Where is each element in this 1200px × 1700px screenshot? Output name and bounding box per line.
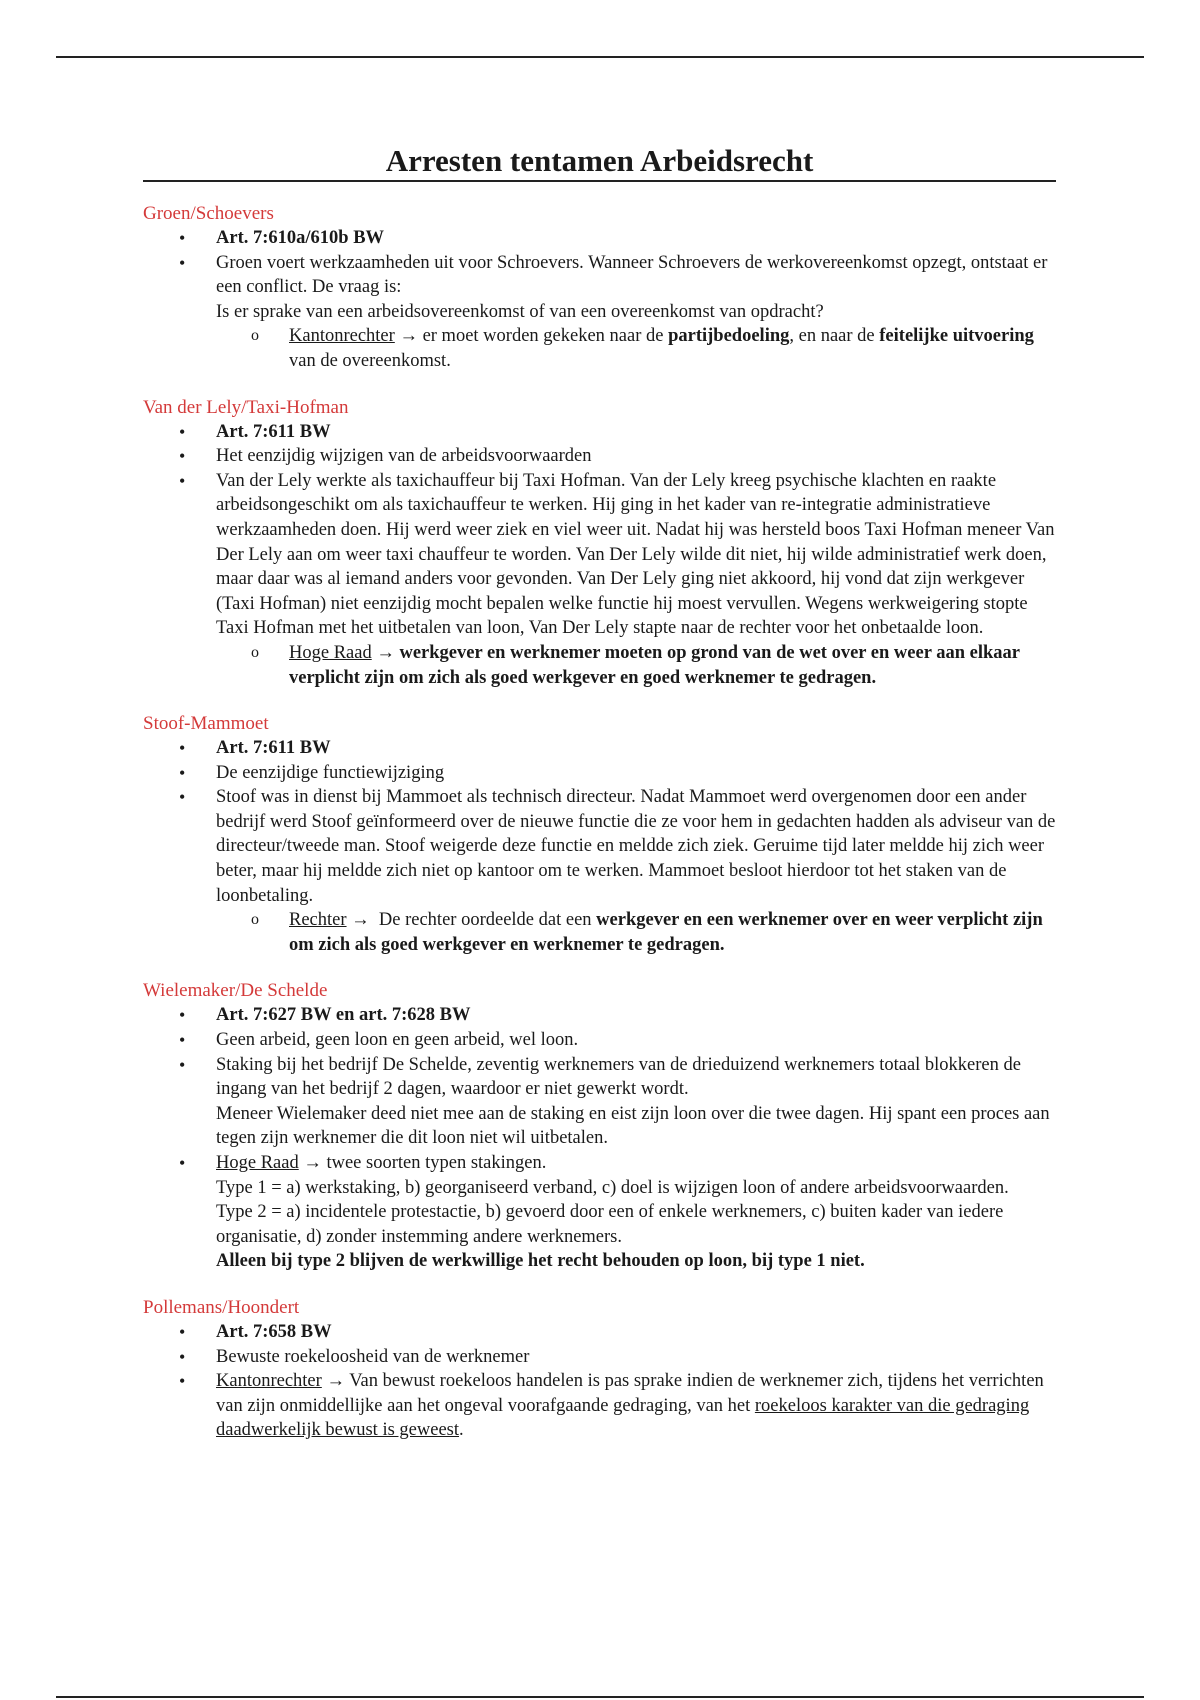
arrow-icon: → <box>399 326 418 347</box>
article-ref: Art. 7:611 BW <box>216 738 331 759</box>
bullet-list <box>143 420 1056 691</box>
court-name: Rechter <box>289 910 347 931</box>
ruling-bold: werkgever en een werknemer over en weer verplicht zijn om zich als goed werkgever en werknemer te gedragen. <box>289 910 1043 955</box>
court-name: Kantonrechter <box>216 1371 322 1392</box>
article-ref: Art. 7:658 BW <box>216 1321 332 1342</box>
ruling-bold: feitelijke uitvoering <box>879 326 1034 347</box>
arrow-icon: → <box>326 1371 345 1392</box>
list-item <box>143 226 1056 251</box>
case-title: Wielemaker/De Schelde <box>143 980 328 1002</box>
list-item <box>143 469 1056 690</box>
article-ref: Art. 7:610a/610b BW <box>216 228 385 248</box>
article-ref: Art. 7:611 BW <box>216 421 331 442</box>
ruling-text: . <box>459 1420 464 1441</box>
case-title: Stoof-Mammoet <box>143 713 269 735</box>
list-item <box>143 420 1056 445</box>
type-2-text: Type 2 = a) incidentele protestactie, b) gevoerd door een of enkele werknemers, c) buiten kader van iedere organisatie, d) zonder instemming andere werknemers. <box>216 1202 1004 1247</box>
case-title: Groen/Schoevers <box>143 203 274 224</box>
ruling-underlined: roekeloos karakter van die gedraging daadwerkelijk bewust is geweest <box>216 1395 1030 1441</box>
document-body <box>143 142 1056 1465</box>
list-item <box>143 1369 1056 1443</box>
case-title: Van der Lely/Taxi-Hofman <box>143 396 349 418</box>
ruling-bold: werkgever en werknemer moeten op grond van de wet over en weer aan elkaar verplicht zijn om zich als goed werkgever en goed werknemer te gedragen. <box>289 642 1020 688</box>
list-item <box>143 785 1056 957</box>
case-title: Pollemans/Hoondert <box>143 1296 300 1318</box>
list-item <box>143 1053 1056 1151</box>
page-title: Arresten tentamen Arbeidsrecht <box>143 142 1056 182</box>
question-text: Is er sprake van een arbeidsovereenkomst of van een overeenkomst van opdracht? <box>216 301 824 322</box>
arrow-icon: → <box>376 642 395 663</box>
ruling-bold: partijbedoeling <box>668 326 790 347</box>
conclusion-text: Alleen bij type 2 blijven de werkwillige het recht behouden op loon, bij type 1 niet. <box>216 1251 865 1272</box>
bullet-list <box>143 736 1056 957</box>
facts-text: Groen voert werkzaamheden uit voor Schroevers. Wanneer Schroevers de werkovereenkomst opzegt, ontstaat er een conflict. De vraag is: <box>216 252 1048 298</box>
case-groen-schoevers <box>143 202 1056 374</box>
bullet-list <box>143 1320 1056 1443</box>
article-ref: Art. 7:627 BW en art. 7:628 BW <box>216 1005 471 1026</box>
sub-list <box>216 324 1056 373</box>
list-item <box>143 1151 1056 1274</box>
list-item: • De eenzijdige functiewijziging <box>143 761 1056 786</box>
ruling-text: De rechter oordeelde dat een <box>378 910 592 931</box>
type-1-text: Type 1 = a) werkstaking, b) georganiseerd verband, c) doel is wijzigen loon of andere arbeidsvoorwaarden. <box>216 1177 1009 1198</box>
bullet-list <box>143 226 1056 374</box>
case-van-der-lely <box>143 396 1056 691</box>
ruling-item <box>216 324 1056 373</box>
list-item <box>143 1003 1056 1028</box>
facts-text: Staking bij het bedrijf De Schelde, zeventig werknemers van de drieduizend werknemers totaal blokkeren de ingang van het bedrijf 2 dagen, waardoor er niet gewerkt wordt. <box>216 1054 1021 1100</box>
ruling-text: , en naar de <box>789 326 875 347</box>
case-stoof-mammoet <box>143 712 1056 957</box>
sub-list <box>216 908 1056 957</box>
facts-text: Van der Lely werkte als taxichauffeur bij Taxi Hofman. Van der Lely kreeg psychische klachten en raakte arbeidsongeschikt om als taxichauffeur te werken. Hij ging in het kader van re-integratie administratieve werkzaamheden doen. Hij werd weer ziek en viel weer uit. Nadat hij was hersteld boos Taxi Hofman meneer Van Der Lely aan om weer taxi chauffeur te worden. Van Der Lely wilde dit niet, hij wilde administratief werk doen, maar daar was al iemand anders voor gevonden. Van Der Lely ging niet akkoord, hij vond dat zijn werkgever (Taxi Hofman) niet eenzijdig mocht bepalen welke functie hij moest vervullen. Wegens werkweigering stopte Taxi Hofman met het uitbetalen van loon, Van Der Lely stapte naar de rechter voor het onbetaalde loon. <box>216 470 1055 639</box>
list-item <box>143 1320 1056 1345</box>
list-item: • Het eenzijdig wijzigen van de arbeidsvoorwaarden <box>143 444 1056 469</box>
ruling-item <box>216 908 1056 957</box>
list-item <box>143 251 1056 374</box>
list-item <box>143 736 1056 761</box>
arrow-icon: → <box>351 910 370 931</box>
court-name: Hoge Raad <box>289 642 372 663</box>
list-item: • Geen arbeid, geen loon en geen arbeid, wel loon. <box>143 1028 1056 1053</box>
case-wielemaker <box>143 979 1056 1274</box>
arrow-icon: → <box>303 1153 322 1173</box>
court-name: Kantonrechter <box>289 326 395 347</box>
ruling-text: van de overeenkomst. <box>289 350 451 371</box>
list-item: • Bewuste roekeloosheid van de werknemer <box>143 1345 1056 1370</box>
footer-rule <box>56 1696 1144 1698</box>
facts-text: Stoof was in dienst bij Mammoet als technisch directeur. Nadat Mammoet werd overgenomen door een ander bedrijf werd Stoof geïnformeerd over de nieuwe functie die ze voor hem in gedachten hadden als adviseur van de directeur/tweede man. Stoof weigerde deze functie en meldde zich ziek. Geruime tijd later meldde hij zich weer beter, maar hij meldde zich niet op kantoor om te werken. Mammoet besloot hierdoor tot het staken van de loonbetaling. <box>216 787 1056 906</box>
bullet-list <box>143 1003 1056 1274</box>
ruling-text: er moet worden gekeken naar de <box>422 326 664 347</box>
ruling-text: twee soorten typen stakingen. <box>326 1153 547 1173</box>
header-rule <box>56 56 1144 58</box>
facts-text: Meneer Wielemaker deed niet mee aan de staking en eist zijn loon over die twee dagen. Hij spant een proces aan tegen zijn werknemer die dit loon niet wil uitbetalen. <box>216 1103 1050 1149</box>
sub-list <box>216 641 1056 690</box>
ruling-item <box>216 641 1056 690</box>
ruling-text: Van bewust roekeloos handelen is pas sprake indien de werknemer zich, tijdens het verrichten van zijn onmiddellijke aan het ongeval voorafgaande gedraging, van het <box>216 1371 1044 1416</box>
court-name: Hoge Raad <box>216 1153 299 1173</box>
case-pollemans <box>143 1296 1056 1443</box>
